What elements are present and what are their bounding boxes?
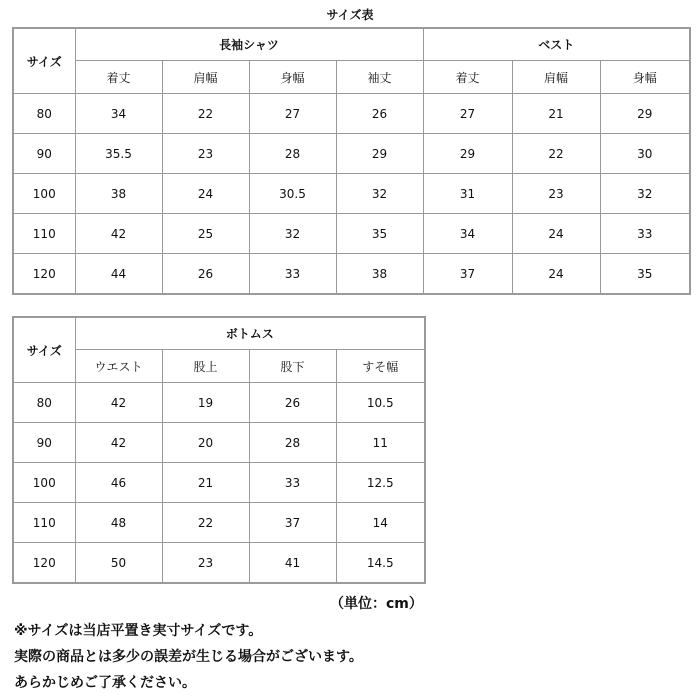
table-cell: 29 — [423, 134, 512, 174]
table-row — [13, 134, 690, 174]
page-title: サイズ表 — [326, 8, 374, 22]
table-cell: 34 — [423, 214, 512, 254]
table-cell: 38 — [75, 174, 162, 214]
table-cell: 11 — [336, 423, 425, 463]
table-row — [13, 174, 690, 214]
table-cell: 50 — [75, 543, 162, 584]
column-header: すそ幅 — [336, 350, 425, 383]
table-cell: 26 — [249, 383, 336, 423]
table-row — [13, 503, 425, 543]
column-header: 身幅 — [600, 61, 690, 94]
table-cell: 35 — [600, 254, 690, 295]
table-cell: 26 — [336, 94, 423, 134]
column-header: 着丈 — [423, 61, 512, 94]
size-cell: 110 — [13, 503, 75, 543]
table-cell: 37 — [423, 254, 512, 295]
table-row — [13, 254, 690, 295]
table-cell: 27 — [249, 94, 336, 134]
table-cell: 30 — [600, 134, 690, 174]
table-cell: 14 — [336, 503, 425, 543]
table-cell: 21 — [512, 94, 600, 134]
table-cell: 35.5 — [75, 134, 162, 174]
table-cell: 42 — [75, 214, 162, 254]
table-cell: 12.5 — [336, 463, 425, 503]
table-cell: 42 — [75, 383, 162, 423]
table-cell: 22 — [162, 94, 249, 134]
column-header: ウエスト — [75, 350, 162, 383]
table-row — [13, 214, 690, 254]
table-cell: 32 — [249, 214, 336, 254]
table-cell: 22 — [162, 503, 249, 543]
column-header: 股下 — [249, 350, 336, 383]
size-cell: 80 — [13, 383, 75, 423]
size-table-shirt-vest — [12, 27, 691, 295]
table-cell: 32 — [600, 174, 690, 214]
table-cell: 38 — [336, 254, 423, 295]
table-cell: 23 — [162, 134, 249, 174]
table-row — [13, 543, 425, 584]
table-cell: 28 — [249, 423, 336, 463]
column-header: 袖丈 — [336, 61, 423, 94]
table-cell: 31 — [423, 174, 512, 214]
note-line: ※サイズは当店平置き実寸サイズです。 — [14, 623, 263, 639]
size-cell: 90 — [13, 134, 75, 174]
table-cell: 30.5 — [249, 174, 336, 214]
table-cell: 23 — [512, 174, 600, 214]
column-header: 肩幅 — [162, 61, 249, 94]
group-header-vest: ベスト — [423, 28, 690, 61]
size-header: サイズ — [13, 28, 75, 94]
table-cell: 25 — [162, 214, 249, 254]
table-cell: 32 — [336, 174, 423, 214]
table-cell: 44 — [75, 254, 162, 295]
size-header: サイズ — [13, 317, 75, 383]
table-cell: 48 — [75, 503, 162, 543]
size-cell: 80 — [13, 94, 75, 134]
table-row — [13, 463, 425, 503]
table-cell: 34 — [75, 94, 162, 134]
table-cell: 24 — [512, 254, 600, 295]
table-row — [13, 383, 425, 423]
table-cell: 20 — [162, 423, 249, 463]
size-cell: 100 — [13, 174, 75, 214]
column-header: 肩幅 — [512, 61, 600, 94]
table-cell: 29 — [336, 134, 423, 174]
column-header: 着丈 — [75, 61, 162, 94]
size-cell: 100 — [13, 463, 75, 503]
table-cell: 26 — [162, 254, 249, 295]
group-header-long-sleeve-shirt: 長袖シャツ — [75, 28, 423, 61]
unit-note: （単位：cm） — [330, 596, 423, 612]
table-cell: 14.5 — [336, 543, 425, 584]
table-cell: 33 — [600, 214, 690, 254]
size-cell: 90 — [13, 423, 75, 463]
notes — [14, 618, 363, 696]
size-table-bottoms — [12, 316, 426, 584]
table-cell: 29 — [600, 94, 690, 134]
table-cell: 21 — [162, 463, 249, 503]
size-cell: 110 — [13, 214, 75, 254]
table-cell: 24 — [512, 214, 600, 254]
table-cell: 23 — [162, 543, 249, 584]
size-cell: 120 — [13, 543, 75, 584]
table-cell: 28 — [249, 134, 336, 174]
table-cell: 10.5 — [336, 383, 425, 423]
size-cell: 120 — [13, 254, 75, 295]
table-cell: 24 — [162, 174, 249, 214]
table-row — [13, 423, 425, 463]
column-header: 身幅 — [249, 61, 336, 94]
table-cell: 19 — [162, 383, 249, 423]
table-cell: 22 — [512, 134, 600, 174]
table-cell: 27 — [423, 94, 512, 134]
table-cell: 41 — [249, 543, 336, 584]
group-header-bottoms: ボトムス — [75, 317, 425, 350]
table-cell: 46 — [75, 463, 162, 503]
table-cell: 37 — [249, 503, 336, 543]
column-header: 股上 — [162, 350, 249, 383]
table-row — [13, 94, 690, 134]
table-cell: 33 — [249, 463, 336, 503]
table-cell: 33 — [249, 254, 336, 295]
note-line: あらかじめご了承ください。 — [14, 675, 196, 691]
table-cell: 35 — [336, 214, 423, 254]
table-cell: 42 — [75, 423, 162, 463]
note-line: 実際の商品とは多少の誤差が生じる場合がございます。 — [14, 649, 363, 665]
